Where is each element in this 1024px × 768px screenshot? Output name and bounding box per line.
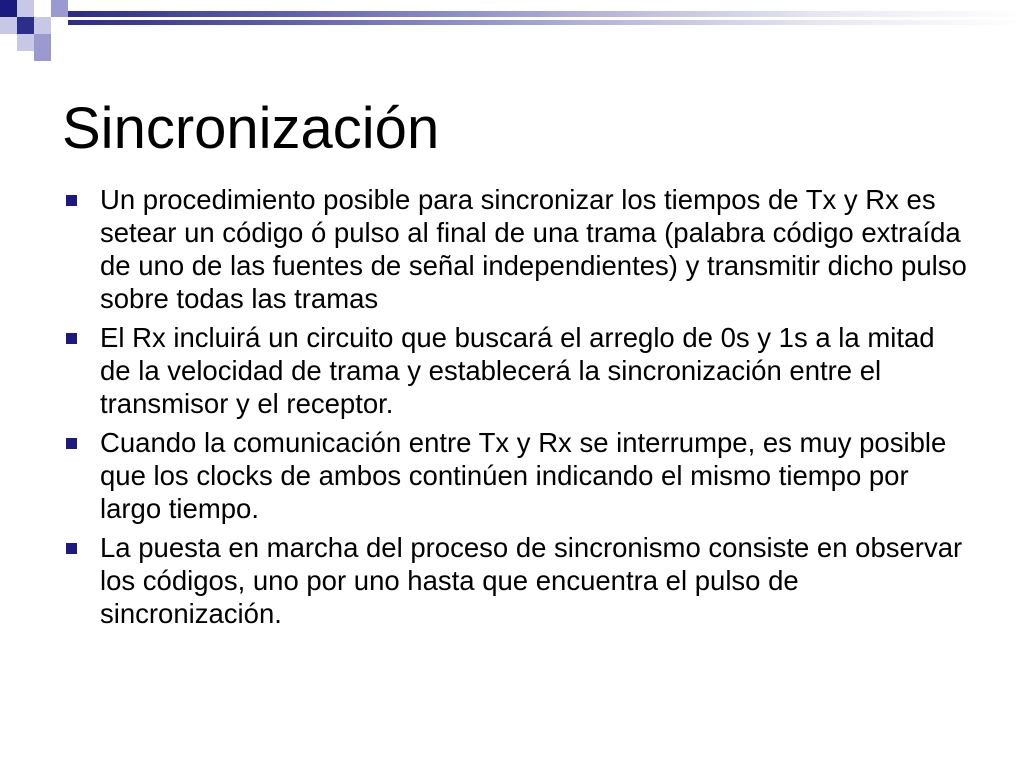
- bullet-text: Cuando la comunicación entre Tx y Rx se interrumpe, es muy posible que los clocks de ambos continúen indicando el mismo tiempo por largo tiempo.: [100, 427, 947, 524]
- bullet-item: [62, 183, 972, 315]
- bullet-text: La puesta en marcha del proceso de sincronismo consiste en observar los códigos, uno por uno hasta que encuentra el pulso de sincronización.: [100, 532, 963, 629]
- bullet-item: [62, 531, 972, 630]
- header-square: [17, 0, 34, 17]
- header-square: [17, 17, 34, 34]
- bullet-text: Un procedimiento posible para sincronizar los tiempos de Tx y Rx es setear un código ó pulso al final de una trama (palabra código extraída de uno de las fuentes de señal independientes) y transmitir dicho pulso sobre todas las tramas: [100, 184, 967, 314]
- bullet-item: [62, 426, 972, 525]
- header-square: [0, 0, 17, 17]
- header-square: [34, 51, 51, 61]
- header-square: [51, 0, 68, 17]
- header-square: [17, 34, 34, 51]
- square-bullet-icon: [66, 438, 77, 449]
- header-square: [0, 17, 17, 34]
- bullet-list: [62, 183, 972, 636]
- square-bullet-icon: [66, 195, 77, 206]
- square-bullet-icon: [66, 543, 77, 554]
- slide-title: Sincronización: [62, 96, 440, 161]
- bullet-item: [62, 321, 972, 420]
- square-bullet-icon: [66, 333, 77, 344]
- bullet-text: El Rx incluirá un circuito que buscará el arreglo de 0s y 1s a la mitad de la velocidad de trama y establecerá la sincronización entre el transmisor y el receptor.: [100, 322, 935, 419]
- header-square: [34, 17, 51, 34]
- header-square: [34, 34, 51, 51]
- header-bar-divider: [68, 17, 1024, 20]
